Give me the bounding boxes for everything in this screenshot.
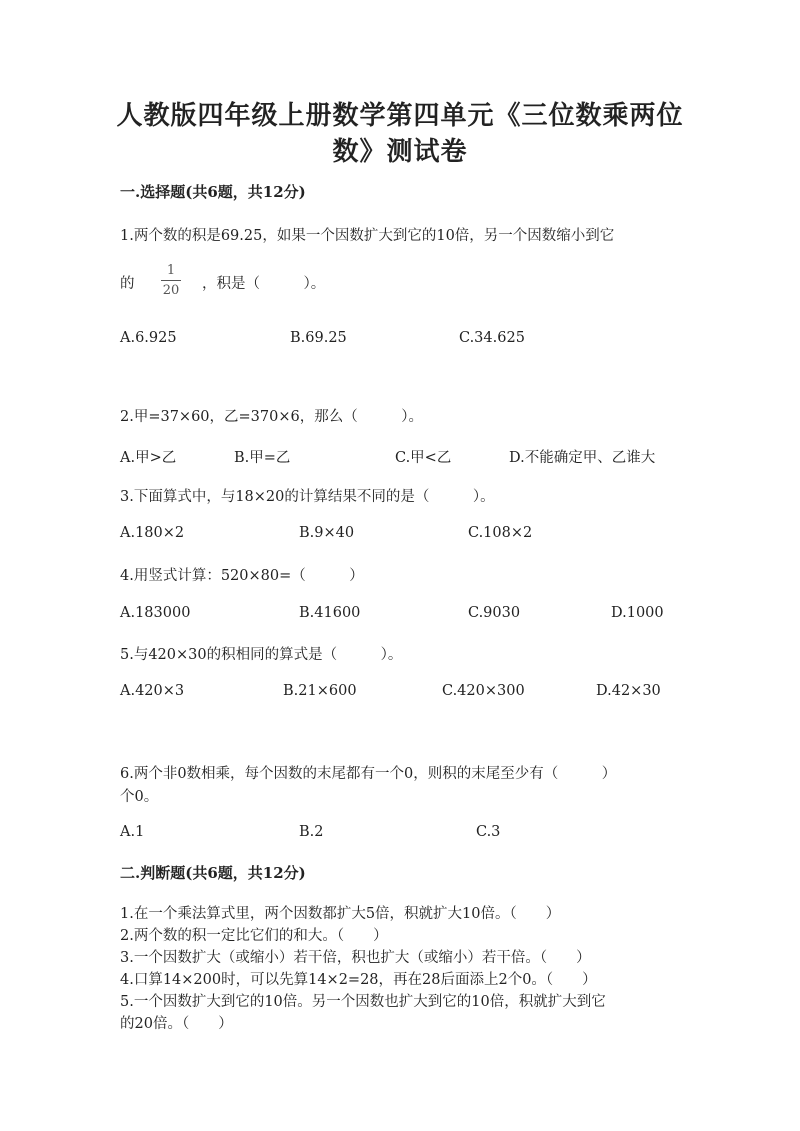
- section-heading-judgement: 二.判断题(共6题，共12分): [120, 864, 306, 882]
- question-4-option-d[interactable]: D.1000: [611, 605, 664, 621]
- question-1-text-line2-suffix: ，积是（ ）。: [202, 276, 326, 292]
- question-2-option-d[interactable]: D.不能确定甲、乙谁大: [509, 450, 656, 466]
- question-4-text: 4.用竖式计算：520×80=（ ）: [120, 568, 364, 584]
- question-3-option-b[interactable]: B.9×40: [299, 525, 355, 541]
- judgement-item-5-line2: 的20倍。（ ）: [120, 1016, 233, 1032]
- question-2-option-b[interactable]: B.甲=乙: [234, 450, 291, 466]
- fraction-numerator: 1: [166, 263, 176, 278]
- question-2-option-a[interactable]: A.甲>乙: [120, 450, 177, 466]
- question-1-text-line2-prefix: 的: [120, 276, 135, 292]
- section-heading-choice: 一.选择题(共6题，共12分): [120, 183, 306, 201]
- judgement-item-3: 3.一个因数扩大（或缩小）若干倍，积也扩大（或缩小）若干倍。（ ）: [120, 950, 591, 966]
- judgement-item-2: 2.两个数的积一定比它们的和大。（ ）: [120, 928, 388, 944]
- question-1-text-line1: 1.两个数的积是69.25，如果一个因数扩大到它的10倍，另一个因数缩小到它: [120, 228, 615, 244]
- question-4-option-b[interactable]: B.41600: [299, 605, 361, 621]
- question-6-option-a[interactable]: A.1: [120, 824, 145, 840]
- question-6-text-line1: 6.两个非0数相乘，每个因数的末尾都有一个0，则积的末尾至少有（ ）: [120, 766, 617, 782]
- fraction: [160, 264, 182, 297]
- question-1-option-c[interactable]: C.34.625: [459, 330, 525, 346]
- question-3-option-a[interactable]: A.180×2: [120, 525, 185, 541]
- question-5-option-d[interactable]: D.42×30: [596, 683, 661, 699]
- question-5-option-a[interactable]: A.420×3: [120, 683, 185, 699]
- question-1-option-b[interactable]: B.69.25: [290, 330, 347, 346]
- judgement-item-4: 4.口算14×200时，可以先算14×2=28，再在28后面添上2个0。（ ）: [120, 972, 597, 988]
- question-2-text: 2.甲=37×60，乙=370×6，那么（ ）。: [120, 409, 423, 425]
- question-5-text: 5.与420×30的积相同的算式是（ ）。: [120, 647, 403, 663]
- question-5-option-c[interactable]: C.420×300: [442, 683, 525, 699]
- fraction-denominator: 20: [162, 283, 180, 298]
- question-5-option-b[interactable]: B.21×600: [283, 683, 357, 699]
- question-3-option-c[interactable]: C.108×2: [468, 525, 533, 541]
- judgement-item-1: 1.在一个乘法算式里，两个因数都扩大5倍，积就扩大10倍。（ ）: [120, 906, 561, 922]
- page-title-line2: 数》测试卷: [332, 137, 468, 167]
- question-3-text: 3.下面算式中，与18×20的计算结果不同的是（ ）。: [120, 489, 495, 505]
- judgement-item-5-line1: 5.一个因数扩大到它的10倍。另一个因数也扩大到它的10倍，积就扩大到它: [120, 994, 606, 1010]
- question-4-option-c[interactable]: C.9030: [468, 605, 521, 621]
- question-4-option-a[interactable]: A.183000: [120, 605, 191, 621]
- question-1-option-a[interactable]: A.6.925: [120, 330, 177, 346]
- question-6-option-b[interactable]: B.2: [299, 824, 324, 840]
- page-title-line1: 人教版四年级上册数学第四单元《三位数乘两位: [116, 101, 684, 131]
- question-2-option-c[interactable]: C.甲<乙: [395, 450, 452, 466]
- question-6-text-line2: 个0。: [120, 789, 159, 805]
- question-6-option-c[interactable]: C.3: [476, 824, 501, 840]
